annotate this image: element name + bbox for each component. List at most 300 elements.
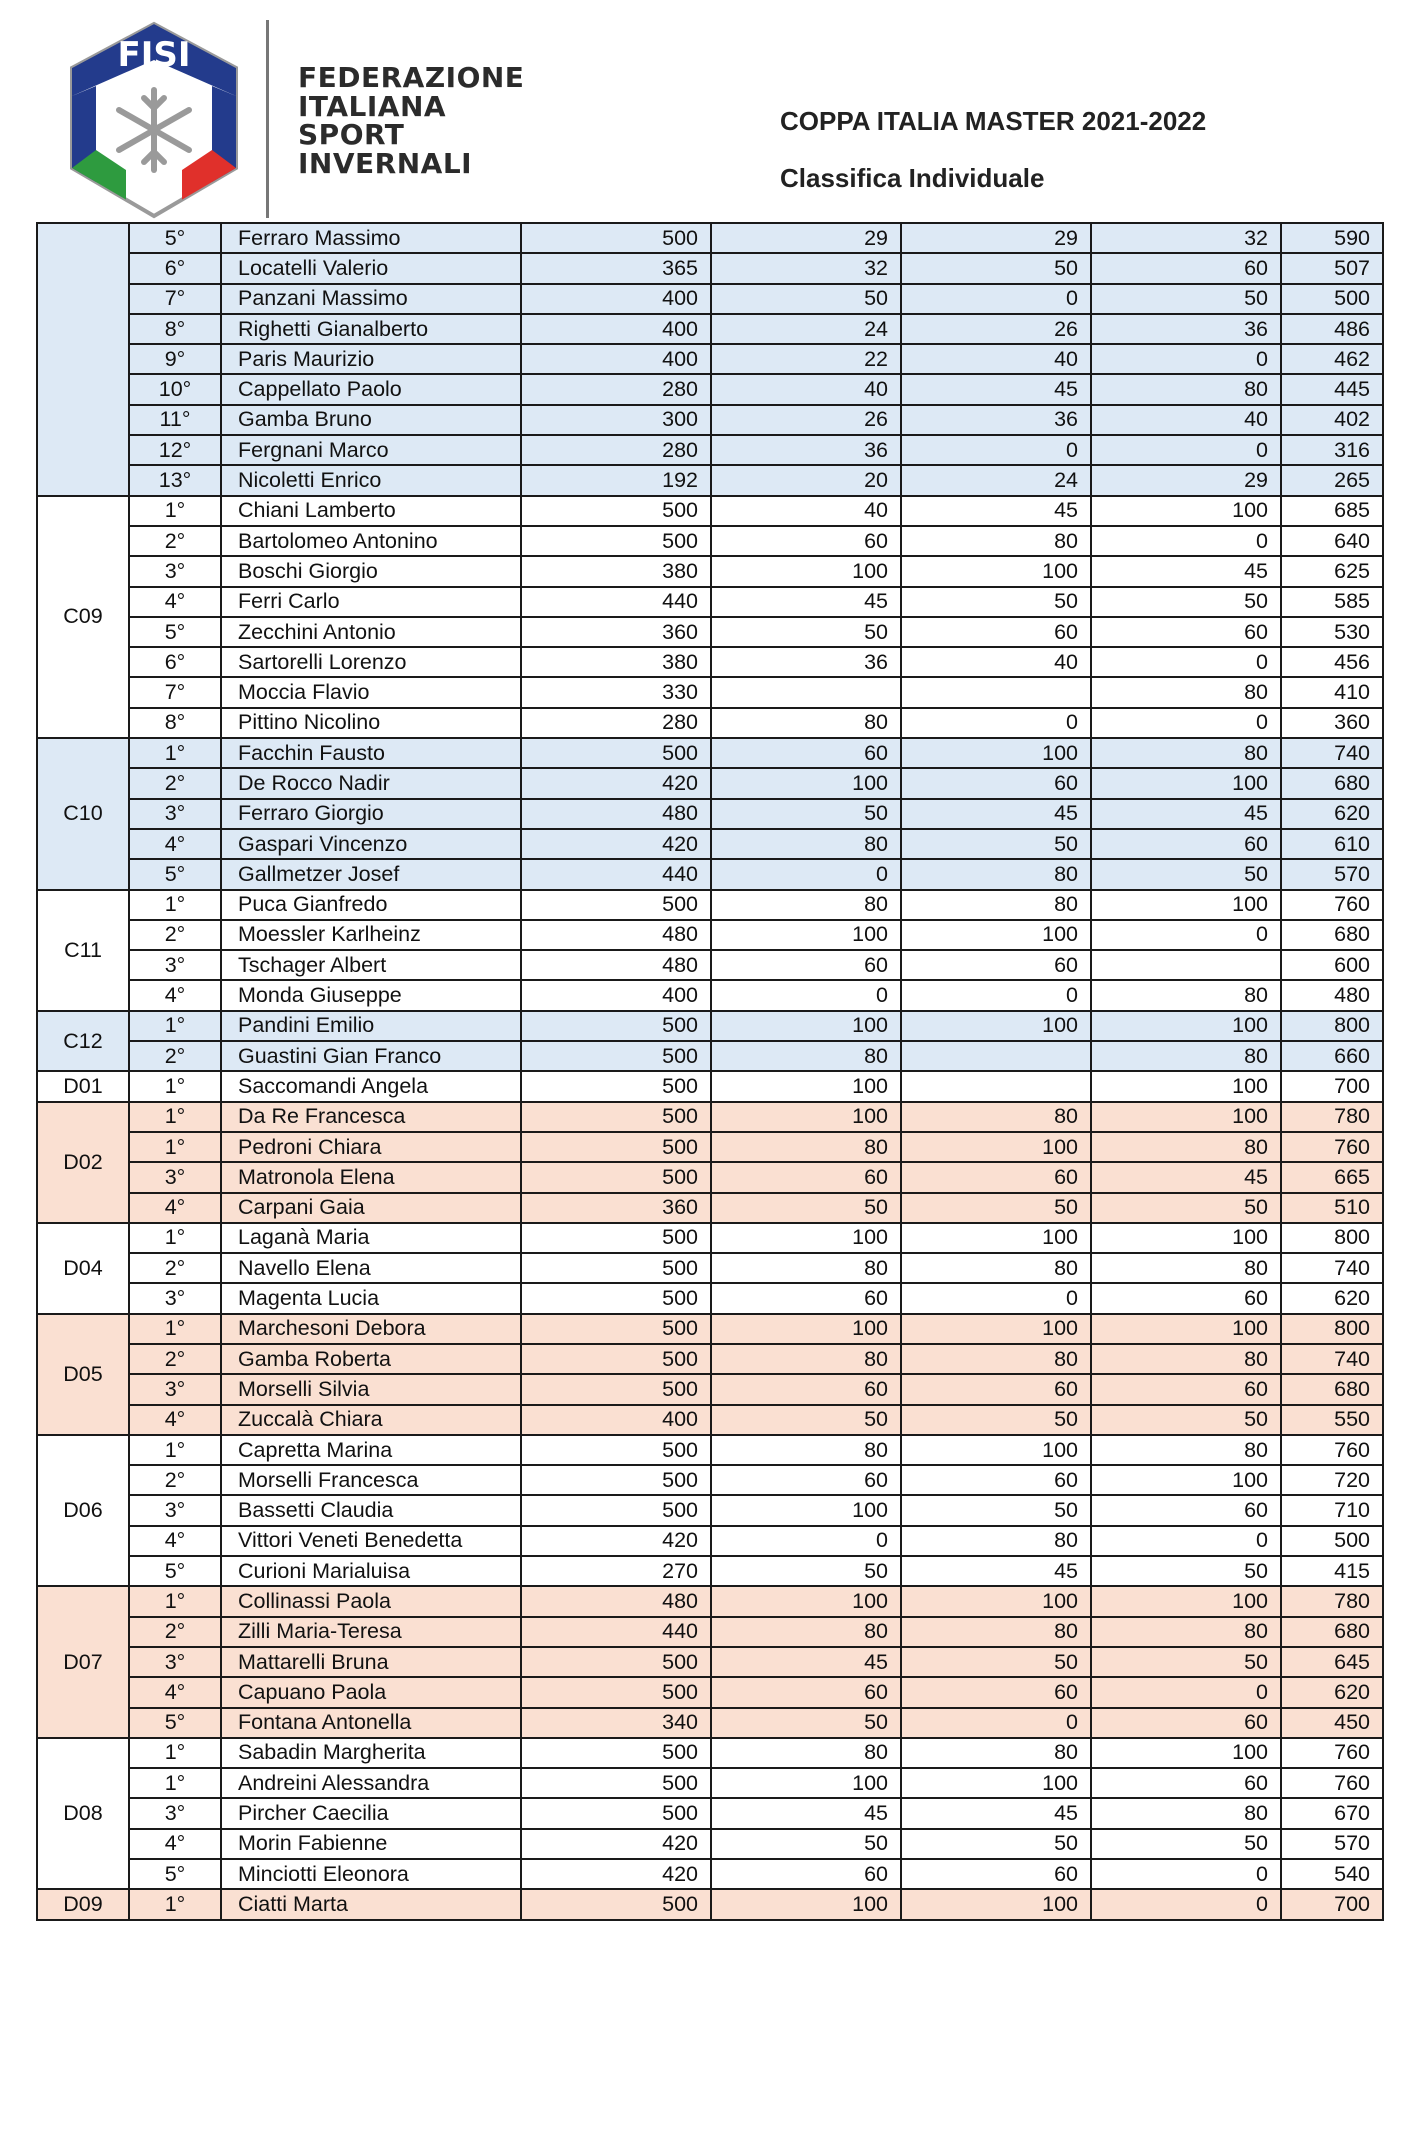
points-cell: 50	[901, 1405, 1091, 1435]
points-cell: 50	[1091, 1193, 1281, 1223]
points-cell: 400	[521, 980, 711, 1010]
table-row	[37, 1889, 1383, 1919]
table-row	[37, 1526, 1383, 1556]
position-cell: 8°	[129, 314, 221, 344]
total-points-cell: 316	[1281, 435, 1383, 465]
table-row	[37, 1708, 1383, 1738]
table-row	[37, 1374, 1383, 1404]
athlete-name-cell: Collinassi Paola	[221, 1586, 521, 1616]
points-cell: 100	[1091, 1223, 1281, 1253]
points-cell: 40	[711, 374, 901, 404]
table-row	[37, 920, 1383, 950]
points-cell: 500	[521, 223, 711, 253]
total-points-cell: 445	[1281, 374, 1383, 404]
position-cell: 6°	[129, 253, 221, 283]
org-line: FEDERAZIONE	[298, 61, 525, 94]
points-cell	[901, 1041, 1091, 1071]
athlete-name-cell: Ferri Carlo	[221, 587, 521, 617]
points-cell: 0	[901, 1283, 1091, 1313]
table-row	[37, 1586, 1383, 1616]
athlete-name-cell: Andreini Alessandra	[221, 1768, 521, 1798]
points-cell: 280	[521, 708, 711, 738]
points-cell: 50	[1091, 1556, 1281, 1586]
athlete-name-cell: Fontana Antonella	[221, 1708, 521, 1738]
points-cell: 24	[711, 314, 901, 344]
points-cell	[901, 1071, 1091, 1101]
athlete-name-cell: Curioni Marialuisa	[221, 1556, 521, 1586]
table-row	[37, 859, 1383, 889]
athlete-name-cell: Ciatti Marta	[221, 1889, 521, 1919]
points-cell: 0	[711, 859, 901, 889]
points-cell: 45	[901, 374, 1091, 404]
table-row	[37, 1829, 1383, 1859]
position-cell: 13°	[129, 465, 221, 495]
table-row	[37, 799, 1383, 829]
points-cell: 330	[521, 677, 711, 707]
position-cell: 4°	[129, 1677, 221, 1707]
athlete-name-cell: Zuccalà Chiara	[221, 1405, 521, 1435]
points-cell: 80	[711, 1435, 901, 1465]
points-cell: 100	[1091, 496, 1281, 526]
points-cell: 29	[901, 223, 1091, 253]
points-cell: 100	[1091, 890, 1281, 920]
points-cell: 80	[901, 526, 1091, 556]
points-cell: 400	[521, 344, 711, 374]
points-cell: 26	[901, 314, 1091, 344]
org-line: INVERNALI	[298, 146, 473, 180]
points-cell: 32	[711, 253, 901, 283]
points-cell: 360	[521, 1193, 711, 1223]
points-cell: 29	[711, 223, 901, 253]
points-cell: 80	[1091, 1798, 1281, 1828]
points-cell: 60	[1091, 1708, 1281, 1738]
total-points-cell: 415	[1281, 1556, 1383, 1586]
points-cell: 380	[521, 556, 711, 586]
points-cell: 80	[1091, 1344, 1281, 1374]
position-cell: 4°	[129, 829, 221, 859]
total-points-cell: 500	[1281, 1526, 1383, 1556]
table-row	[37, 374, 1383, 404]
position-cell: 12°	[129, 435, 221, 465]
total-points-cell: 640	[1281, 526, 1383, 556]
points-cell: 480	[521, 799, 711, 829]
points-cell: 100	[711, 1102, 901, 1132]
points-cell: 60	[1091, 1374, 1281, 1404]
points-cell: 100	[711, 1223, 901, 1253]
athlete-name-cell: Navello Elena	[221, 1253, 521, 1283]
athlete-name-cell: Nicoletti Enrico	[221, 465, 521, 495]
points-cell: 500	[521, 1283, 711, 1313]
table-row	[37, 1647, 1383, 1677]
points-cell: 50	[901, 587, 1091, 617]
position-cell: 4°	[129, 1526, 221, 1556]
table-row	[37, 1798, 1383, 1828]
points-cell: 60	[901, 1162, 1091, 1192]
points-cell: 80	[711, 708, 901, 738]
position-cell: 1°	[129, 496, 221, 526]
total-points-cell: 700	[1281, 1071, 1383, 1101]
athlete-name-cell: Ferraro Giorgio	[221, 799, 521, 829]
table-row	[37, 253, 1383, 283]
total-points-cell: 530	[1281, 617, 1383, 647]
total-points-cell: 540	[1281, 1859, 1383, 1889]
points-cell: 500	[521, 738, 711, 768]
table-row	[37, 647, 1383, 677]
table-row	[37, 1102, 1383, 1132]
position-cell: 2°	[129, 1041, 221, 1071]
table-row	[37, 465, 1383, 495]
athlete-name-cell: Morselli Francesca	[221, 1465, 521, 1495]
athlete-name-cell: Monda Giuseppe	[221, 980, 521, 1010]
points-cell: 500	[521, 1253, 711, 1283]
points-cell: 50	[711, 1708, 901, 1738]
position-cell: 3°	[129, 1798, 221, 1828]
points-cell: 500	[521, 1132, 711, 1162]
total-points-cell: 780	[1281, 1102, 1383, 1132]
table-row	[37, 1344, 1383, 1374]
category-cell: D06	[37, 1435, 129, 1586]
points-cell: 26	[711, 405, 901, 435]
total-points-cell: 760	[1281, 1738, 1383, 1768]
total-points-cell: 610	[1281, 829, 1383, 859]
position-cell: 3°	[129, 950, 221, 980]
position-cell: 1°	[129, 890, 221, 920]
points-cell: 80	[901, 1344, 1091, 1374]
points-cell: 500	[521, 890, 711, 920]
table-row	[37, 1465, 1383, 1495]
points-cell: 100	[1091, 768, 1281, 798]
category-cell: D09	[37, 1889, 129, 1919]
athlete-name-cell: Capretta Marina	[221, 1435, 521, 1465]
points-cell: 45	[1091, 799, 1281, 829]
athlete-name-cell: Da Re Francesca	[221, 1102, 521, 1132]
table-row	[37, 708, 1383, 738]
position-cell: 11°	[129, 405, 221, 435]
points-cell: 80	[711, 890, 901, 920]
position-cell: 1°	[129, 1738, 221, 1768]
position-cell: 5°	[129, 1708, 221, 1738]
total-points-cell: 570	[1281, 859, 1383, 889]
total-points-cell: 410	[1281, 677, 1383, 707]
points-cell: 50	[711, 799, 901, 829]
athlete-name-cell: Puca Gianfredo	[221, 890, 521, 920]
athlete-name-cell: Gallmetzer Josef	[221, 859, 521, 889]
athlete-name-cell: Ferraro Massimo	[221, 223, 521, 253]
points-cell: 440	[521, 1617, 711, 1647]
points-cell: 36	[901, 405, 1091, 435]
points-cell: 60	[711, 1374, 901, 1404]
points-cell: 45	[711, 587, 901, 617]
points-cell: 60	[1091, 1283, 1281, 1313]
position-cell: 5°	[129, 859, 221, 889]
athlete-name-cell: Bassetti Claudia	[221, 1495, 521, 1525]
position-cell: 3°	[129, 1162, 221, 1192]
athlete-name-cell: Gaspari Vincenzo	[221, 829, 521, 859]
points-cell: 50	[901, 253, 1091, 283]
athlete-name-cell: Zilli Maria-Teresa	[221, 1617, 521, 1647]
total-points-cell: 800	[1281, 1314, 1383, 1344]
points-cell: 80	[711, 829, 901, 859]
athlete-name-cell: Vittori Veneti Benedetta	[221, 1526, 521, 1556]
total-points-cell: 680	[1281, 920, 1383, 950]
points-cell: 24	[901, 465, 1091, 495]
category-cell: D02	[37, 1102, 129, 1223]
category-cell: C09	[37, 496, 129, 738]
points-cell: 50	[711, 1556, 901, 1586]
points-cell: 80	[1091, 677, 1281, 707]
points-cell: 100	[1091, 1586, 1281, 1616]
points-cell: 45	[1091, 556, 1281, 586]
points-cell: 500	[521, 1738, 711, 1768]
points-cell: 500	[521, 1344, 711, 1374]
points-cell: 60	[901, 1859, 1091, 1889]
points-cell: 45	[711, 1647, 901, 1677]
points-cell: 400	[521, 314, 711, 344]
table-row	[37, 1314, 1383, 1344]
athlete-name-cell: Pandini Emilio	[221, 1011, 521, 1041]
position-cell: 5°	[129, 1556, 221, 1586]
points-cell: 80	[1091, 1617, 1281, 1647]
table-row	[37, 890, 1383, 920]
points-cell: 60	[711, 1162, 901, 1192]
points-cell: 36	[711, 435, 901, 465]
points-cell: 80	[1091, 1435, 1281, 1465]
points-cell: 80	[1091, 1132, 1281, 1162]
points-cell: 100	[901, 1132, 1091, 1162]
points-cell: 0	[1091, 920, 1281, 950]
position-cell: 3°	[129, 1495, 221, 1525]
position-cell: 2°	[129, 768, 221, 798]
points-cell: 40	[901, 647, 1091, 677]
total-points-cell: 500	[1281, 284, 1383, 314]
points-cell: 45	[901, 496, 1091, 526]
athlete-name-cell: Sartorelli Lorenzo	[221, 647, 521, 677]
points-cell: 500	[521, 1798, 711, 1828]
points-cell	[1091, 950, 1281, 980]
points-cell: 80	[711, 1041, 901, 1071]
points-cell: 60	[711, 950, 901, 980]
header-divider	[266, 20, 269, 218]
points-cell: 100	[711, 1071, 901, 1101]
points-cell: 500	[521, 526, 711, 556]
table-row	[37, 405, 1383, 435]
athlete-name-cell: Carpani Gaia	[221, 1193, 521, 1223]
points-cell: 80	[901, 859, 1091, 889]
table-row	[37, 1435, 1383, 1465]
table-row	[37, 314, 1383, 344]
category-cell	[37, 223, 129, 496]
total-points-cell: 480	[1281, 980, 1383, 1010]
total-points-cell: 585	[1281, 587, 1383, 617]
points-cell: 22	[711, 344, 901, 374]
table-row	[37, 496, 1383, 526]
total-points-cell: 402	[1281, 405, 1383, 435]
total-points-cell: 680	[1281, 1374, 1383, 1404]
points-cell: 50	[711, 284, 901, 314]
athlete-name-cell: Pittino Nicolino	[221, 708, 521, 738]
points-cell: 50	[711, 1193, 901, 1223]
total-points-cell: 780	[1281, 1586, 1383, 1616]
points-cell: 80	[711, 1253, 901, 1283]
points-cell: 40	[711, 496, 901, 526]
points-cell: 400	[521, 284, 711, 314]
points-cell: 80	[711, 1617, 901, 1647]
position-cell: 3°	[129, 799, 221, 829]
points-cell: 80	[1091, 1253, 1281, 1283]
position-cell: 1°	[129, 1071, 221, 1101]
fisi-logo	[66, 20, 242, 220]
position-cell: 4°	[129, 980, 221, 1010]
points-cell: 0	[901, 284, 1091, 314]
points-cell: 60	[901, 617, 1091, 647]
position-cell: 1°	[129, 1011, 221, 1041]
category-cell: D07	[37, 1586, 129, 1737]
points-cell: 50	[901, 1647, 1091, 1677]
points-cell: 60	[901, 950, 1091, 980]
points-cell: 420	[521, 1526, 711, 1556]
category-cell: D04	[37, 1223, 129, 1314]
table-row	[37, 950, 1383, 980]
points-cell: 20	[711, 465, 901, 495]
points-cell: 60	[901, 1465, 1091, 1495]
table-row	[37, 738, 1383, 768]
standings-table	[36, 222, 1384, 1921]
points-cell: 50	[1091, 587, 1281, 617]
points-cell: 100	[901, 1011, 1091, 1041]
total-points-cell: 685	[1281, 496, 1383, 526]
position-cell: 8°	[129, 708, 221, 738]
table-row	[37, 1071, 1383, 1101]
athlete-name-cell: Magenta Lucia	[221, 1283, 521, 1313]
points-cell: 50	[1091, 1647, 1281, 1677]
position-cell: 7°	[129, 284, 221, 314]
total-points-cell: 620	[1281, 1283, 1383, 1313]
total-points-cell: 600	[1281, 950, 1383, 980]
total-points-cell: 740	[1281, 1344, 1383, 1374]
table-row	[37, 1617, 1383, 1647]
position-cell: 7°	[129, 677, 221, 707]
total-points-cell: 507	[1281, 253, 1383, 283]
points-cell: 80	[901, 1102, 1091, 1132]
position-cell: 1°	[129, 1314, 221, 1344]
points-cell: 32	[1091, 223, 1281, 253]
standings-body	[37, 223, 1383, 1920]
table-row	[37, 526, 1383, 556]
points-cell: 100	[711, 1586, 901, 1616]
points-cell: 60	[711, 1283, 901, 1313]
points-cell: 100	[1091, 1738, 1281, 1768]
points-cell: 500	[521, 1223, 711, 1253]
points-cell: 60	[1091, 1495, 1281, 1525]
position-cell: 5°	[129, 617, 221, 647]
points-cell: 0	[1091, 526, 1281, 556]
points-cell: 0	[711, 980, 901, 1010]
points-cell: 45	[901, 799, 1091, 829]
points-cell: 365	[521, 253, 711, 283]
position-cell: 1°	[129, 1132, 221, 1162]
points-cell: 60	[1091, 617, 1281, 647]
athlete-name-cell: Laganà Maria	[221, 1223, 521, 1253]
total-points-cell: 710	[1281, 1495, 1383, 1525]
position-cell: 5°	[129, 1859, 221, 1889]
total-points-cell: 462	[1281, 344, 1383, 374]
org-line: SPORT	[298, 118, 405, 151]
points-cell: 50	[711, 1829, 901, 1859]
points-cell: 50	[901, 1829, 1091, 1859]
table-row	[37, 768, 1383, 798]
points-cell: 40	[901, 344, 1091, 374]
athlete-name-cell: Locatelli Valerio	[221, 253, 521, 283]
points-cell: 0	[1091, 1677, 1281, 1707]
points-cell	[711, 677, 901, 707]
position-cell: 6°	[129, 647, 221, 677]
athlete-name-cell: Paris Maurizio	[221, 344, 521, 374]
total-points-cell: 680	[1281, 1617, 1383, 1647]
athlete-name-cell: Zecchini Antonio	[221, 617, 521, 647]
points-cell: 420	[521, 768, 711, 798]
table-row	[37, 1495, 1383, 1525]
athlete-name-cell: Capuano Paola	[221, 1677, 521, 1707]
points-cell: 60	[901, 1677, 1091, 1707]
table-row	[37, 1405, 1383, 1435]
athlete-name-cell: Marchesoni Debora	[221, 1314, 521, 1344]
points-cell: 300	[521, 405, 711, 435]
position-cell: 1°	[129, 1223, 221, 1253]
table-row	[37, 1223, 1383, 1253]
points-cell: 60	[901, 768, 1091, 798]
athlete-name-cell: Guastini Gian Franco	[221, 1041, 521, 1071]
table-row	[37, 829, 1383, 859]
table-row	[37, 284, 1383, 314]
total-points-cell: 720	[1281, 1465, 1383, 1495]
position-cell: 3°	[129, 1283, 221, 1313]
athlete-name-cell: Righetti Gianalberto	[221, 314, 521, 344]
table-row	[37, 1253, 1383, 1283]
points-cell: 192	[521, 465, 711, 495]
points-cell: 500	[521, 1677, 711, 1707]
total-points-cell: 740	[1281, 738, 1383, 768]
points-cell: 500	[521, 1041, 711, 1071]
points-cell: 500	[521, 1465, 711, 1495]
athlete-name-cell: Pedroni Chiara	[221, 1132, 521, 1162]
points-cell: 36	[711, 647, 901, 677]
org-line: ITALIANA	[298, 89, 447, 123]
points-cell: 60	[711, 738, 901, 768]
table-row	[37, 1283, 1383, 1313]
athlete-name-cell: Mattarelli Bruna	[221, 1647, 521, 1677]
points-cell: 50	[1091, 859, 1281, 889]
points-cell: 50	[711, 617, 901, 647]
points-cell: 100	[711, 556, 901, 586]
points-cell: 50	[711, 1405, 901, 1435]
points-cell: 50	[1091, 1405, 1281, 1435]
points-cell: 0	[1091, 708, 1281, 738]
points-cell: 80	[711, 1738, 901, 1768]
total-points-cell: 360	[1281, 708, 1383, 738]
points-cell: 80	[711, 1344, 901, 1374]
category-cell: C10	[37, 738, 129, 889]
points-cell: 100	[711, 1889, 901, 1919]
points-cell: 60	[1091, 1768, 1281, 1798]
points-cell: 45	[901, 1556, 1091, 1586]
points-cell: 50	[1091, 1829, 1281, 1859]
points-cell: 100	[1091, 1102, 1281, 1132]
points-cell: 80	[711, 1132, 901, 1162]
total-points-cell: 625	[1281, 556, 1383, 586]
category-cell: D01	[37, 1071, 129, 1101]
position-cell: 4°	[129, 587, 221, 617]
total-points-cell: 486	[1281, 314, 1383, 344]
